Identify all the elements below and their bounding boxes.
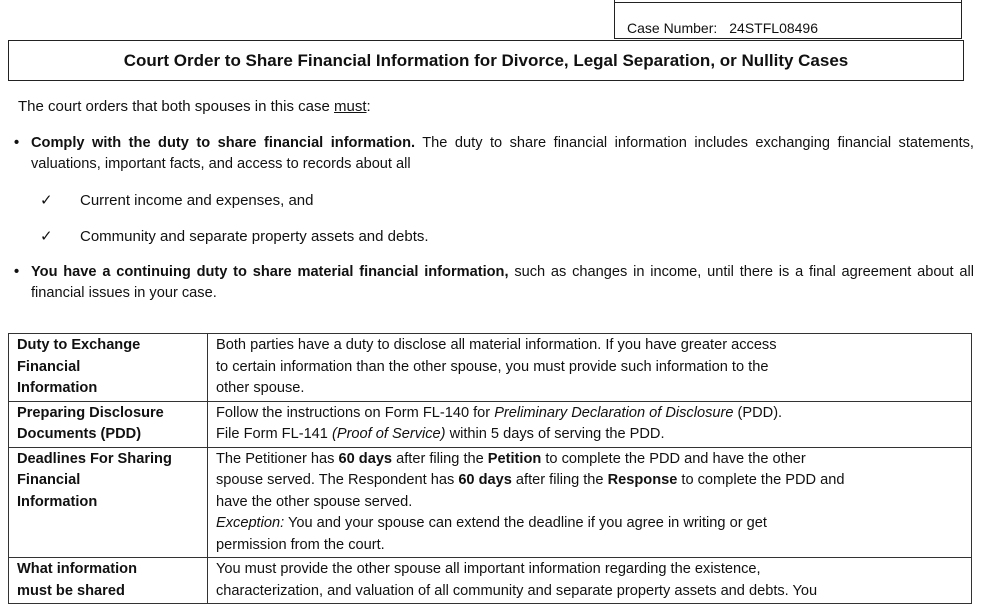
bullet-icon: • — [14, 135, 20, 151]
check-item-income: ✓ Current income and expenses, and — [40, 192, 314, 209]
row-description: The Petitioner has 60 days after filing the Petition to complete the PDD and have the other spouse served. The Respondent has 60 days after filing the Response to complete the PDD and have the other spouse served. Exception: You and your spouse can extend the deadline if you agree in writing or get permission from the court. — [208, 447, 972, 558]
bullet-continuing-duty: • You have a continuing duty to share material financial information, such as changes in income, until there is a final agreement about all financial issues in your case. — [14, 264, 974, 301]
table-row — [9, 401, 972, 447]
case-number — [627, 20, 818, 36]
case-number-value: 24STFL08496 — [729, 20, 818, 36]
bullet-icon: • — [14, 264, 20, 280]
bullet-duty-to-share: • Comply with the duty to share financial information. The duty to share financial information includes exchanging financial statements, valuations, important facts, and access to records about all — [14, 135, 974, 172]
table-row — [9, 447, 972, 558]
row-description: You must provide the other spouse all important information regarding the existence, characterization, and valuation of all community and separate property assets and debts. You — [208, 558, 972, 604]
title-box — [8, 40, 964, 81]
case-number-label: Case Number: — [627, 20, 718, 36]
case-number-box — [614, 0, 962, 39]
checkmark-icon: ✓ — [40, 228, 53, 245]
intro-text: The court orders that both spouses in this case must: — [18, 98, 371, 115]
row-label: Deadlines For Sharing Financial Information — [9, 447, 208, 558]
table-row — [9, 334, 972, 402]
row-label: Duty to Exchange Financial Information — [9, 334, 208, 402]
checkmark-icon: ✓ — [40, 192, 53, 209]
must-emphasis: must — [334, 98, 367, 115]
header-rule — [615, 2, 961, 3]
row-description: Both parties have a duty to disclose all material information. If you have greater access to certain information than the other spouse, you must provide such information to the other spouse. — [208, 334, 972, 402]
row-label: Preparing Disclosure Documents (PDD) — [9, 401, 208, 447]
row-description: Follow the instructions on Form FL-140 for Preliminary Declaration of Disclosure (PDD). File Form FL-141 (Proof of Service) within 5 days of serving the PDD. — [208, 401, 972, 447]
page-title: Court Order to Share Financial Information for Divorce, Legal Separation, or Nullity Cases — [123, 50, 849, 70]
table-row — [9, 558, 972, 604]
info-table — [8, 333, 972, 604]
check-item-property: ✓ Community and separate property assets and debts. — [40, 228, 429, 245]
row-label: What information must be shared — [9, 558, 208, 604]
